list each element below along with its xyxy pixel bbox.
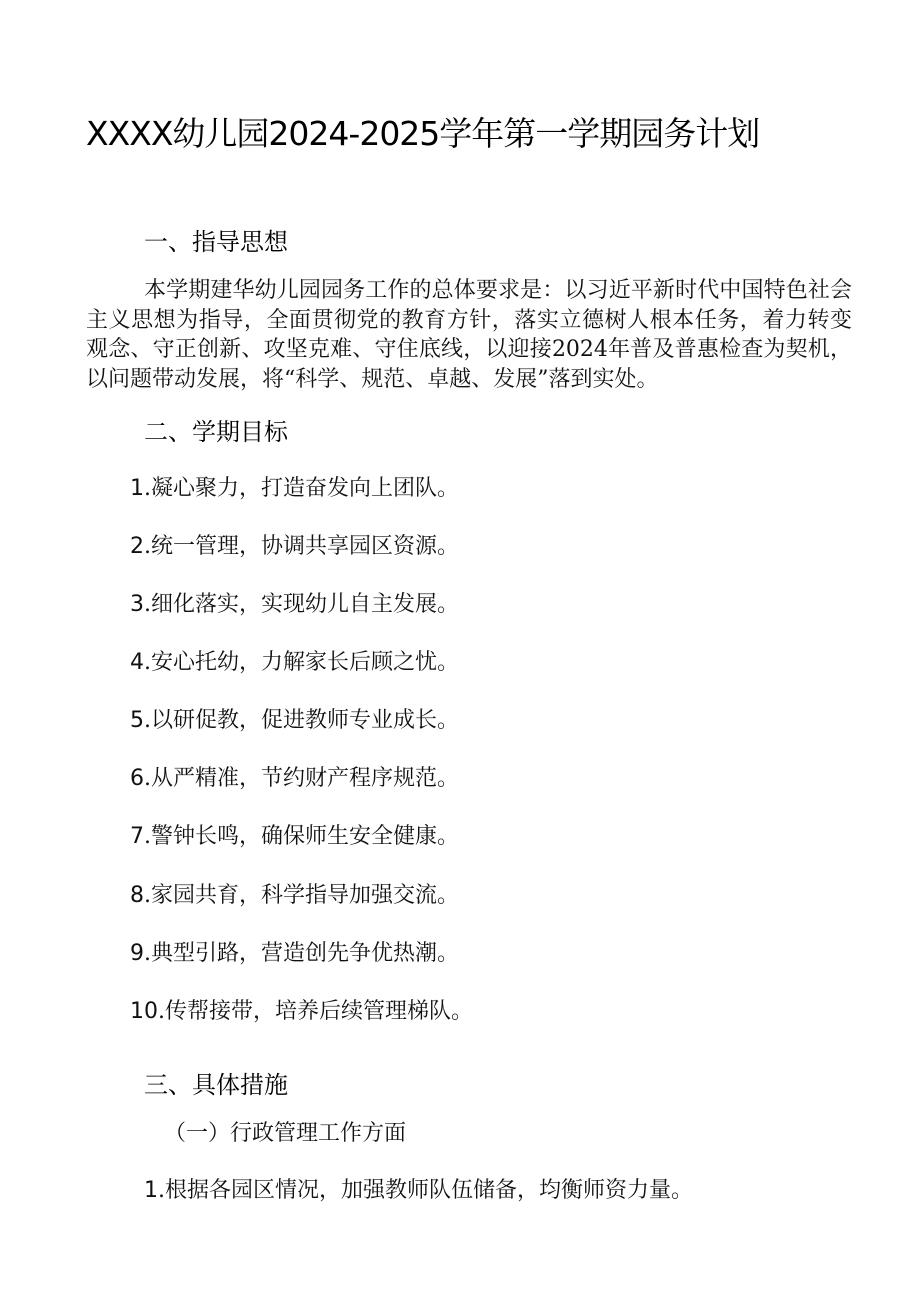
goal-item	[130, 881, 459, 911]
measure-text: .根据各园区情况，加强教师队伍储备，均衡师资力量。	[158, 1178, 693, 1203]
goal-item	[130, 939, 459, 969]
goal-text: .家园共育，科学指导加强交流。	[144, 883, 459, 908]
measure-item	[144, 1176, 693, 1206]
goal-text: .典型引路，营造创先争优热潮。	[144, 941, 459, 966]
goal-number: 2	[130, 534, 144, 559]
section-heading-measures: 三、具体措施	[144, 1071, 288, 1099]
goal-item	[130, 822, 459, 852]
goal-number: 8	[130, 883, 144, 908]
goal-number: 5	[130, 708, 144, 733]
goal-item	[130, 648, 459, 678]
goal-text: .传帮接带，培养后续管理梯队。	[158, 999, 473, 1024]
goal-item	[130, 706, 459, 736]
goal-number: 4	[130, 650, 144, 675]
goal-item	[130, 764, 459, 794]
goal-text: .从严精准，节约财产程序规范。	[144, 766, 459, 791]
measures-subheading: （一）行政管理工作方面	[164, 1121, 407, 1146]
section-heading-goals: 二、学期目标	[144, 418, 288, 446]
goal-number: 7	[130, 824, 144, 849]
goal-text: .细化落实，实现幼儿自主发展。	[144, 592, 459, 617]
goal-text: .警钟长鸣，确保师生安全健康。	[144, 824, 459, 849]
goal-item	[130, 474, 459, 504]
goal-number: 6	[130, 766, 144, 791]
goal-text: .凝心聚力，打造奋发向上团队。	[144, 476, 459, 501]
measure-number: 1	[144, 1178, 158, 1203]
goal-number: 9	[130, 941, 144, 966]
goal-text: .以研促教，促进教师专业成长。	[144, 708, 459, 733]
guiding-paragraph: 本学期建华幼儿园园务工作的总体要求是：以习近平新时代中国特色社会主义思想为指导，全面贯彻党的教育方针，落实立德树人根本任务，着力转变观念、守正创新、攻坚克难、守住底线，以迎接2024年普及普惠检查为契机，以问题带动发展，将“科学、规范、卓越、发展”落到实处。	[86, 278, 852, 392]
document-title: XXXX幼儿园2024-2025学年第一学期园务计划	[86, 114, 760, 153]
goal-text: .安心托幼，力解家长后顾之忧。	[144, 650, 459, 675]
goal-number: 3	[130, 592, 144, 617]
goal-item	[130, 997, 473, 1027]
goal-item	[130, 532, 459, 562]
goal-text: .统一管理，协调共享园区资源。	[144, 534, 459, 559]
goal-item	[130, 590, 459, 620]
goal-number: 10	[130, 999, 158, 1024]
goal-number: 1	[130, 476, 144, 501]
section-heading-guiding: 一、指导思想	[144, 228, 288, 256]
